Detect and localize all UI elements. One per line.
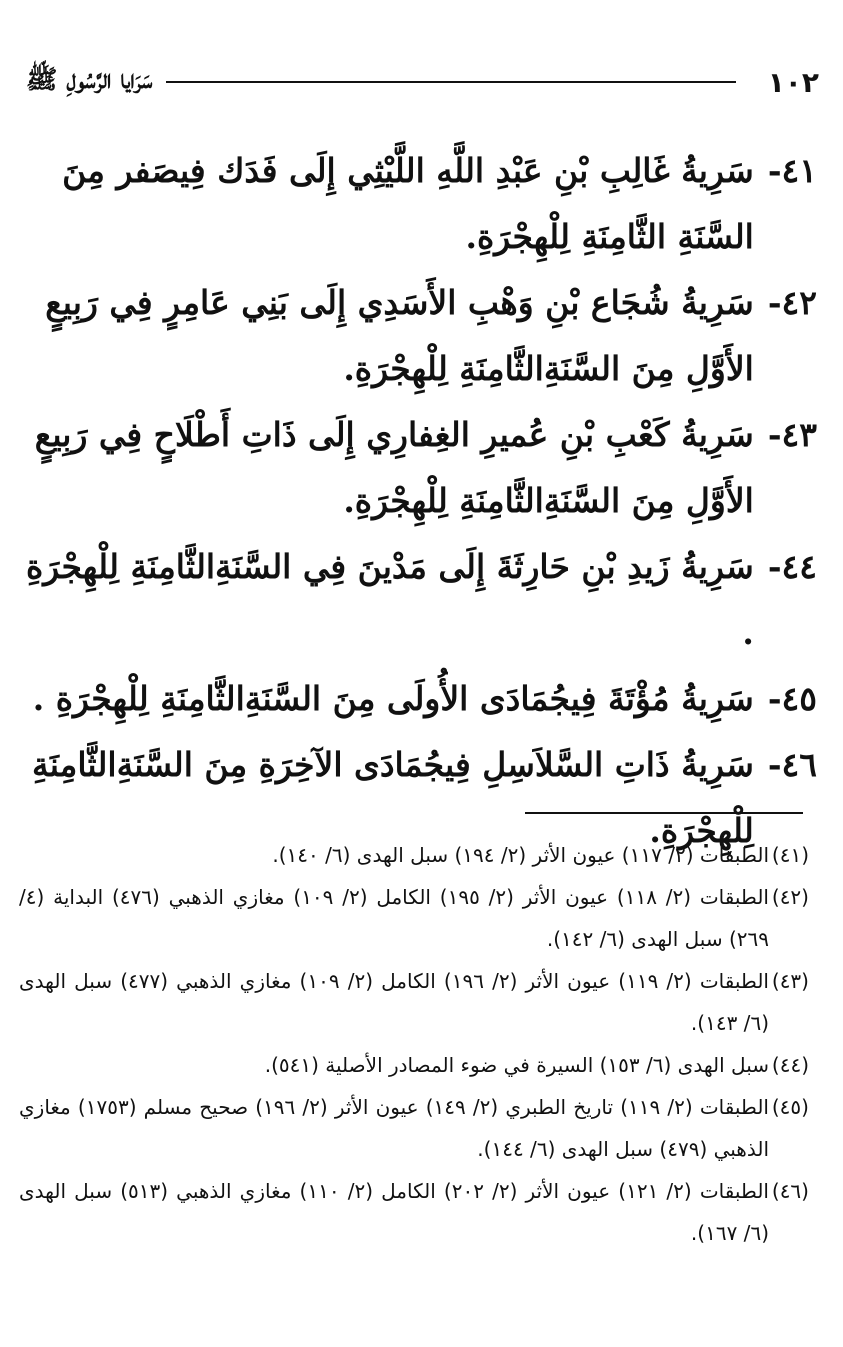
footnote-number: (٤٤) — [771, 1053, 809, 1077]
footnote-item — [19, 1044, 809, 1086]
footnote-item — [19, 1086, 809, 1170]
entry-number: ٤٤- — [767, 547, 817, 586]
entry-text: سَرِيةُ زَيدِ بْنِ حَارِثَةَ إِلَى مَدْينَ فِي السَّنَةِالثَّامِنَةِ لِلْهِجْرَةِ . — [26, 547, 754, 652]
list-item — [17, 666, 817, 732]
footnote-separator — [525, 812, 803, 814]
entry-number: ٤٥- — [767, 679, 817, 718]
entry-text: سَرِيةُ كَعْبِ بْنِ عُميرِ الغِفارِي إِلَى ذَاتِ أَطْلَاحٍ فِي رَبِيعٍ الأَوَّلِ مِنَ السَّنَةِالثَّامِنَةِ لِلْهِجْرَةِ. — [34, 415, 754, 520]
footnote-item — [19, 960, 809, 1044]
footnote-text: الطبقات (٢/ ١٢١) عيون الأثر (٢/ ٢٠٢) الكامل (٢/ ١١٠) مغازي الذهبي (٥١٣) سبل الهدى (٦/ ١٦٧). — [19, 1179, 769, 1245]
footnote-item — [19, 834, 809, 876]
footnote-text: الطبقات (٢/ ١١٨) عيون الأثر (٢/ ١٩٥) الكامل (٢/ ١٠٩) مغازي الذهبي (٤٧٦) البداية (٤/ ٢٦٩) سبل الهدى (٦/ ١٤٢). — [19, 885, 769, 951]
entry-text: سَرِيةُ ذَاتِ السَّلاَسِلِ فِيجُمَادَى الآخِرَةِ مِنَ السَّنَةِالثَّامِنَةِ لِلْهِجْرَةِ. — [32, 745, 754, 850]
entry-number: ٤٦- — [767, 745, 817, 784]
list-item — [17, 402, 817, 534]
footnote-number: (٤٦) — [771, 1179, 809, 1203]
footnote-text: الطبقات (٢/ ١١٩) عيون الأثر (٢/ ١٩٦) الكامل (٢/ ١٠٩) مغازي الذهبي (٤٧٧) سبل الهدى (٦/ ١٤٣). — [19, 969, 769, 1035]
entry-number: ٤٣- — [767, 415, 817, 454]
footnote-number: (٤١) — [771, 843, 809, 867]
entry-text: سَرِيةُ غَالِبِ بْنِ عَبْدِ اللَّهِ اللَّيْثِي إِلَى فَدَك فِيصَفر مِنَ السَّنَةِ الثَّامِنَةِ لِلْهِجْرَةِ. — [62, 151, 754, 256]
footnote-number: (٤٣) — [771, 969, 809, 993]
entry-number: ٤١- — [767, 151, 817, 190]
running-title: سَرَايا الرَّسُولِ ﷺ — [26, 65, 153, 95]
footnote-item — [19, 1170, 809, 1254]
entry-text: سَرِيةُ مُؤْتَةَ فِيجُمَادَى الأُولَى مِنَ السَّنَةِالثَّامِنَةِ لِلْهِجْرَةِ . — [32, 679, 754, 718]
header-rule — [166, 81, 735, 83]
page-header — [26, 60, 819, 104]
footnote-item — [19, 876, 809, 960]
list-item — [17, 534, 817, 666]
footnote-text: الطبقات (٢/ ١١٩) تاريخ الطبري (٢/ ١٤٩) عيون الأثر (٢/ ١٩٦) صحيح مسلم (١٧٥٣) مغازي الذهبي (٤٧٩) سبل الهدى (٦/ ١٤٤). — [19, 1095, 769, 1161]
footnote-number: (٤٥) — [771, 1095, 809, 1119]
footnote-number: (٤٢) — [771, 885, 809, 909]
list-item — [17, 138, 817, 270]
expeditions-list — [17, 138, 817, 864]
entry-text: سَرِيةُ شُجَاع بْنِ وَهْبِ الأَسَدِي إِلَى بَنِي عَامِرٍ فِي رَبِيعٍ الأَوَّلِ مِنَ السَّنَةِالثَّامِنَةِ لِلْهِجْرَةِ. — [45, 283, 754, 388]
list-item — [17, 270, 817, 402]
footnote-text: الطبقات (٢/ ١١٧) عيون الأثر (٢/ ١٩٤) سبل الهدى (٦/ ١٤٠). — [272, 843, 769, 867]
page-number: ١٠٢ — [767, 65, 819, 99]
footnotes-list — [19, 834, 809, 1254]
entry-number: ٤٢- — [767, 283, 817, 322]
footnote-text: سبل الهدى (٦/ ١٥٣) السيرة في ضوء المصادر الأصلية (٥٤١). — [264, 1053, 769, 1077]
